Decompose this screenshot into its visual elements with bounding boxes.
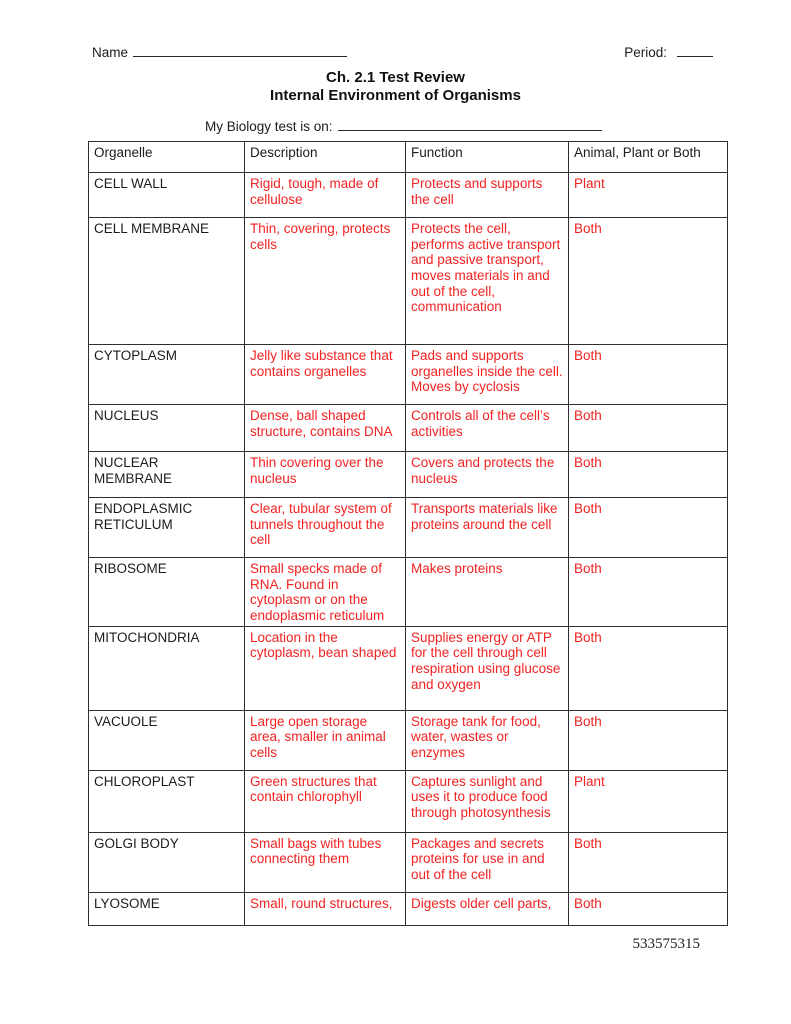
table-row — [89, 173, 728, 218]
page-title: Ch. 2.1 Test Review — [326, 69, 465, 86]
name-block — [92, 44, 347, 60]
cell-description: Thin, covering, protects cells — [245, 218, 406, 345]
period-block — [624, 44, 713, 60]
cell-type: Both — [569, 710, 728, 770]
table-row — [89, 770, 728, 832]
cell-function: Protects the cell, performs active transport and passive transport, moves materials in and out of the cell, communication — [406, 218, 569, 345]
cell-type: Both — [569, 218, 728, 345]
cell-organelle: VACUOLE — [89, 710, 245, 770]
table-row — [89, 832, 728, 892]
cell-description: Small specks made of RNA. Found in cytoplasm or on the endoplasmic reticulum — [245, 558, 406, 627]
cell-function: Storage tank for food, water, wastes or enzymes — [406, 710, 569, 770]
table-header-row — [89, 142, 728, 173]
test-date-label: My Biology test is on: — [205, 119, 333, 134]
cell-description: Jelly like substance that contains organelles — [245, 345, 406, 405]
cell-organelle: GOLGI BODY — [89, 832, 245, 892]
cell-description: Small, round structures, — [245, 892, 406, 925]
cell-description: Small bags with tubes connecting them — [245, 832, 406, 892]
cell-description: Green structures that contain chlorophyll — [245, 770, 406, 832]
test-date-line — [205, 118, 602, 134]
cell-organelle: CELL WALL — [89, 173, 245, 218]
cell-description: Rigid, tough, made of cellulose — [245, 173, 406, 218]
cell-function: Captures sunlight and uses it to produce food through photosynthesis — [406, 770, 569, 832]
cell-type: Both — [569, 832, 728, 892]
cell-organelle: CELL MEMBRANE — [89, 218, 245, 345]
cell-function: Packages and secrets proteins for use in and out of the cell — [406, 832, 569, 892]
cell-function: Makes proteins — [406, 558, 569, 627]
name-blank-line — [133, 44, 347, 57]
cell-organelle: NUCLEAR MEMBRANE — [89, 452, 245, 498]
col-header-function: Function — [406, 142, 569, 173]
col-header-type: Animal, Plant or Both — [569, 142, 728, 173]
document-id: 533575315 — [632, 936, 700, 952]
table-row — [89, 405, 728, 452]
cell-type: Both — [569, 558, 728, 627]
table-row — [89, 626, 728, 710]
cell-description: Dense, ball shaped structure, contains DNA — [245, 405, 406, 452]
table-row — [89, 452, 728, 498]
col-header-description: Description — [245, 142, 406, 173]
header-line — [92, 44, 713, 60]
cell-organelle: LYOSOME — [89, 892, 245, 925]
cell-organelle: CHLOROPLAST — [89, 770, 245, 832]
cell-type: Both — [569, 498, 728, 558]
cell-function: Controls all of the cell’s activities — [406, 405, 569, 452]
table-row — [89, 558, 728, 627]
cell-description: Location in the cytoplasm, bean shaped — [245, 626, 406, 710]
table-row — [89, 345, 728, 405]
page-subtitle: Internal Environment of Organisms — [270, 87, 521, 104]
table-row — [89, 218, 728, 345]
cell-organelle: RIBOSOME — [89, 558, 245, 627]
cell-description: Thin covering over the nucleus — [245, 452, 406, 498]
period-label: Period: — [624, 45, 667, 60]
cell-description: Clear, tubular system of tunnels throughout the cell — [245, 498, 406, 558]
cell-function: Protects and supports the cell — [406, 173, 569, 218]
table-row — [89, 710, 728, 770]
cell-description: Large open storage area, smaller in animal cells — [245, 710, 406, 770]
cell-type: Plant — [569, 770, 728, 832]
cell-function: Supplies energy or ATP for the cell through cell respiration using glucose and oxygen — [406, 626, 569, 710]
cell-type: Both — [569, 345, 728, 405]
cell-type: Both — [569, 452, 728, 498]
cell-function: Transports materials like proteins around the cell — [406, 498, 569, 558]
period-blank-line — [677, 44, 713, 57]
cell-organelle: MITOCHONDRIA — [89, 626, 245, 710]
cell-organelle: ENDOPLASMIC RETICULUM — [89, 498, 245, 558]
cell-function: Pads and supports organelles inside the cell. Moves by cyclosis — [406, 345, 569, 405]
organelle-table — [88, 141, 728, 926]
cell-function: Covers and protects the nucleus — [406, 452, 569, 498]
cell-organelle: NUCLEUS — [89, 405, 245, 452]
cell-organelle: CYTOPLASM — [89, 345, 245, 405]
cell-type: Both — [569, 892, 728, 925]
col-header-organelle: Organelle — [89, 142, 245, 173]
cell-type: Both — [569, 405, 728, 452]
test-date-blank-line — [338, 118, 602, 131]
name-label: Name — [92, 45, 129, 60]
cell-type: Plant — [569, 173, 728, 218]
cell-function: Digests older cell parts, — [406, 892, 569, 925]
cell-type: Both — [569, 626, 728, 710]
table-row — [89, 498, 728, 558]
table-row — [89, 892, 728, 925]
